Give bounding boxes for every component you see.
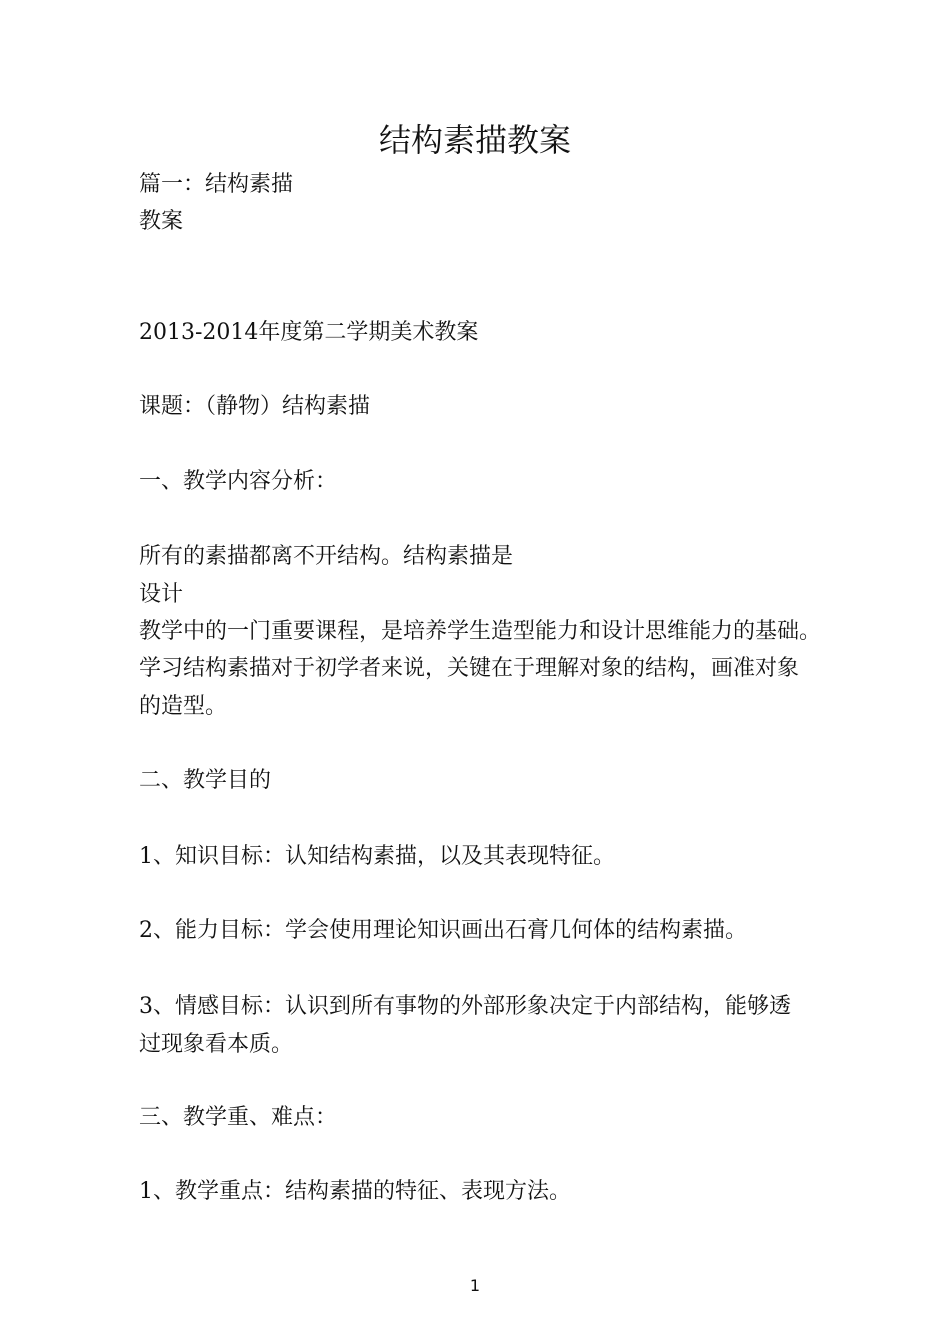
goal-emotion-line-2: 过现象看本质。 (139, 1032, 294, 1057)
paragraph-line: 所有的素描都离不开结构。结构素描是 (139, 544, 514, 569)
text-line-semester: 2013-2014年度第二学期美术教案 (139, 320, 479, 345)
page-number: 1 (469, 1276, 481, 1295)
paragraph-line: 的造型。 (139, 694, 228, 719)
paragraph-line: 设计 (139, 582, 184, 607)
section-heading-teaching-goals: 二、教学目的 (139, 768, 272, 793)
goal-emotion-line-1: 3、情感目标：认识到所有事物的外部形象决定于内部结构，能够透 (139, 994, 791, 1019)
section-heading-content-analysis: 一、教学内容分析： (139, 469, 338, 494)
paragraph-line: 教学中的一门重要课程，是培养学生造型能力和设计思维能力的基础。 (139, 619, 822, 644)
text-line-chapter-title: 篇一：结构素描 (139, 172, 294, 197)
paragraph-line: 学习结构素描对于初学者来说，关键在于理解对象的结构，画准对象 (139, 656, 800, 681)
goal-ability: 2、能力目标：学会使用理论知识画出石膏几何体的结构素描。 (139, 918, 747, 943)
text-line-chapter-subtitle: 教案 (139, 209, 184, 234)
goal-knowledge: 1、知识目标：认知结构素描，以及其表现特征。 (139, 844, 615, 869)
document-title: 结构素描教案 (378, 121, 571, 160)
text-line-topic: 课题：（静物）结构素描 (139, 394, 371, 419)
key-point-line: 1、教学重点：结构素描的特征、表现方法。 (139, 1179, 571, 1204)
section-heading-key-points: 三、教学重、难点： (139, 1105, 338, 1130)
